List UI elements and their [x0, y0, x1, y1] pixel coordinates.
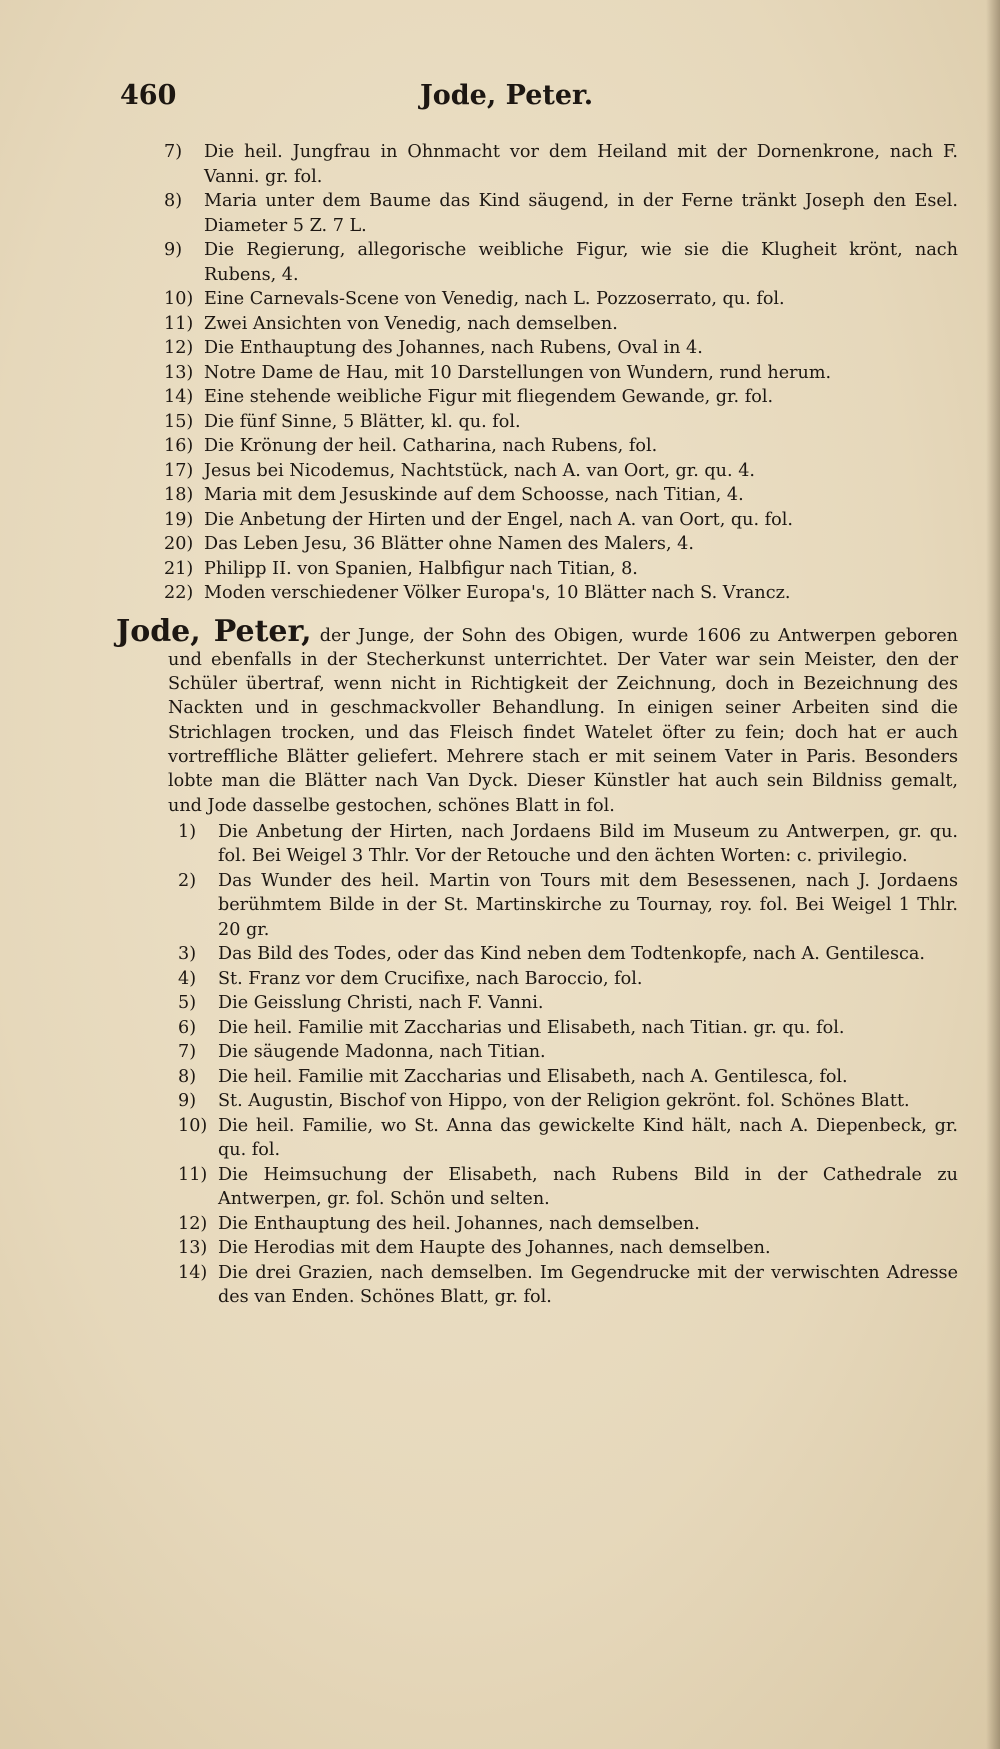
- item-text: Die heil. Familie mit Zaccharias und Elisabeth, nach Titian. gr. qu. fol.: [218, 1017, 845, 1038]
- list-item: [178, 820, 958, 869]
- list-item: [178, 1212, 958, 1237]
- item-text: Notre Dame de Hau, mit 10 Darstellungen von Wundern, rund herum.: [204, 362, 832, 383]
- item-text: Die Heimsuchung der Elisabeth, nach Rubens Bild in der Cathedrale zu Antwerpen, gr. fol. Schön und selten.: [218, 1164, 958, 1210]
- list-item: [178, 1236, 958, 1261]
- list-item: [178, 1065, 958, 1090]
- item-number: 7): [178, 1042, 197, 1063]
- list-item: [164, 336, 958, 361]
- item-number: 17): [164, 460, 194, 481]
- item-number: 3): [178, 944, 197, 965]
- item-number: 1): [178, 821, 197, 842]
- item-text: Die heil. Familie, wo St. Anna das gewickelte Kind hält, nach A. Diepenbeck, gr. qu. fol.: [218, 1115, 958, 1161]
- item-number: 11): [164, 313, 194, 334]
- list-item: [164, 140, 958, 189]
- item-text: Eine Carnevals-Scene von Venedig, nach L. Pozzoserrato, qu. fol.: [204, 289, 785, 309]
- item-number: 18): [164, 485, 194, 505]
- continued-works-list: [164, 140, 958, 606]
- item-text: Die Anbetung der Hirten und der Engel, nach A. van Oort, qu. fol.: [204, 509, 793, 530]
- list-item: [164, 189, 958, 238]
- list-item: [178, 1016, 958, 1041]
- item-number: 2): [178, 870, 197, 891]
- item-number: 16): [164, 436, 194, 456]
- item-text: Jesus bei Nicodemus, Nachtstück, nach A. van Oort, gr. qu. 4.: [204, 460, 755, 481]
- item-text: Die Geisslung Christi, nach F. Vanni.: [218, 993, 544, 1014]
- item-number: 14): [164, 387, 194, 407]
- item-number: 12): [178, 1213, 208, 1234]
- list-item: [178, 1114, 958, 1163]
- biography-entry: [116, 613, 959, 818]
- item-text: Maria mit dem Jesuskinde auf dem Schoosse, nach Titian, 4.: [204, 485, 744, 505]
- item-number: 4): [178, 968, 197, 989]
- item-number: 13): [178, 1238, 208, 1259]
- list-item: [164, 532, 958, 557]
- page-content: [116, 140, 958, 1310]
- list-item: [164, 459, 958, 484]
- list-item: [164, 361, 958, 386]
- item-text: Moden verschiedener Völker Europa's, 10 Blätter nach S. Vrancz.: [204, 583, 791, 603]
- list-item: [164, 385, 958, 410]
- item-number: 22): [164, 583, 194, 603]
- page-edge-shadow: [986, 0, 1000, 1749]
- list-item: [164, 581, 958, 606]
- entry-text: der Junge, der Sohn des Obigen, wurde 1606 zu Antwerpen geboren und ebenfalls in der Stecherkunst unterrichtet. Der Vater war sein Meister, den der Schüler übertraf, wenn nicht in Richtigkeit der Zeichnung, doch in Bezeichnung des Nackten und in geschmackvoller Behandlung. In einigen seiner Arbeiten sind die Strichlagen trocken, und das Fleisch findet Watelet öfter zu fein; doch hat er auch vortreffliche Blätter geliefert. Mehrere stach er mit seinem Vater in Paris. Besonders lobte man die Blätter nach Van Dyck. Dieser Künstler hat auch sein Bildniss gemalt, und Jode dasselbe gestochen, schönes Blatt in fol.: [168, 625, 959, 816]
- list-item: [178, 1040, 958, 1065]
- item-number: 7): [164, 142, 183, 162]
- item-text: Die Enthauptung des heil. Johannes, nach demselben.: [218, 1213, 700, 1234]
- item-number: 14): [178, 1262, 208, 1283]
- list-item: [178, 1163, 958, 1212]
- list-item: [164, 508, 958, 533]
- item-text: Das Leben Jesu, 36 Blätter ohne Namen des Malers, 4.: [204, 534, 694, 554]
- item-number: 12): [164, 338, 194, 358]
- item-text: Die fünf Sinne, 5 Blätter, kl. qu. fol.: [204, 411, 521, 432]
- item-text: St. Augustin, Bischof von Hippo, von der Religion gekrönt. fol. Schönes Blatt.: [218, 1091, 910, 1112]
- list-item: [178, 991, 958, 1016]
- list-item: [178, 942, 958, 967]
- list-item: [178, 1089, 958, 1114]
- item-number: 8): [164, 191, 183, 211]
- list-item: [164, 483, 958, 508]
- item-text: Maria unter dem Baume das Kind säugend, in der Ferne tränkt Joseph den Esel. Diameter 5 Z. 7 L.: [204, 191, 958, 236]
- item-text: Die Herodias mit dem Haupte des Johannes, nach demselben.: [218, 1238, 771, 1259]
- list-item: [164, 238, 958, 287]
- running-head: Jode, Peter.: [420, 80, 594, 111]
- item-number: 20): [164, 534, 194, 554]
- list-item: [164, 410, 958, 435]
- item-number: 19): [164, 509, 194, 530]
- item-number: 11): [178, 1164, 208, 1185]
- item-number: 15): [164, 411, 194, 432]
- item-number: 10): [178, 1115, 208, 1136]
- works-list: [178, 820, 958, 1310]
- list-item: [164, 312, 958, 337]
- item-number: 8): [178, 1066, 197, 1087]
- item-number: 5): [178, 993, 197, 1014]
- list-item: [164, 287, 958, 312]
- page-number: 460: [120, 80, 177, 111]
- page-header: [0, 80, 1000, 120]
- item-number: 13): [164, 362, 194, 383]
- item-number: 9): [178, 1091, 197, 1112]
- item-text: Die Anbetung der Hirten, nach Jordaens Bild im Museum zu Antwerpen, gr. qu. fol. Bei Weigel 3 Thlr. Vor der Retouche und den ächten Worten: c. privilegio.: [218, 821, 958, 867]
- list-item: [164, 557, 958, 582]
- item-text: Die Krönung der heil. Catharina, nach Rubens, fol.: [204, 436, 658, 456]
- entry-headword: Jode, Peter,: [116, 613, 312, 649]
- list-item: [164, 434, 958, 459]
- item-number: 9): [164, 240, 183, 260]
- item-text: Die Regierung, allegorische weibliche Figur, wie sie die Klugheit krönt, nach Rubens, 4.: [204, 240, 958, 285]
- item-text: Das Bild des Todes, oder das Kind neben dem Todtenkopfe, nach A. Gentilesca.: [218, 944, 925, 965]
- item-text: St. Franz vor dem Crucifixe, nach Baroccio, fol.: [218, 968, 643, 989]
- item-number: 21): [164, 558, 194, 579]
- item-text: Die drei Grazien, nach demselben. Im Gegendrucke mit der verwischten Adresse des van Enden. Schönes Blatt, gr. fol.: [218, 1262, 958, 1308]
- item-text: Das Wunder des heil. Martin von Tours mit dem Besessenen, nach J. Jordaens berühmtem Bilde in der St. Martinskirche zu Tournay, roy. fol. Bei Weigel 1 Thlr. 20 gr.: [218, 870, 958, 940]
- item-number: 10): [164, 289, 194, 309]
- list-item: [178, 1261, 958, 1310]
- item-text: Die heil. Familie mit Zaccharias und Elisabeth, nach A. Gentilesca, fol.: [218, 1066, 848, 1087]
- list-item: [178, 869, 958, 943]
- item-number: 6): [178, 1017, 197, 1038]
- item-text: Zwei Ansichten von Venedig, nach demselben.: [204, 313, 618, 334]
- list-item: [178, 967, 958, 992]
- item-text: Die heil. Jungfrau in Ohnmacht vor dem Heiland mit der Dornenkrone, nach F. Vanni. gr. fol.: [204, 142, 958, 187]
- item-text: Eine stehende weibliche Figur mit fliegendem Gewande, gr. fol.: [204, 387, 774, 407]
- item-text: Philipp II. von Spanien, Halbfigur nach Titian, 8.: [204, 558, 638, 579]
- item-text: Die Enthauptung des Johannes, nach Rubens, Oval in 4.: [204, 338, 703, 358]
- item-text: Die säugende Madonna, nach Titian.: [218, 1042, 546, 1063]
